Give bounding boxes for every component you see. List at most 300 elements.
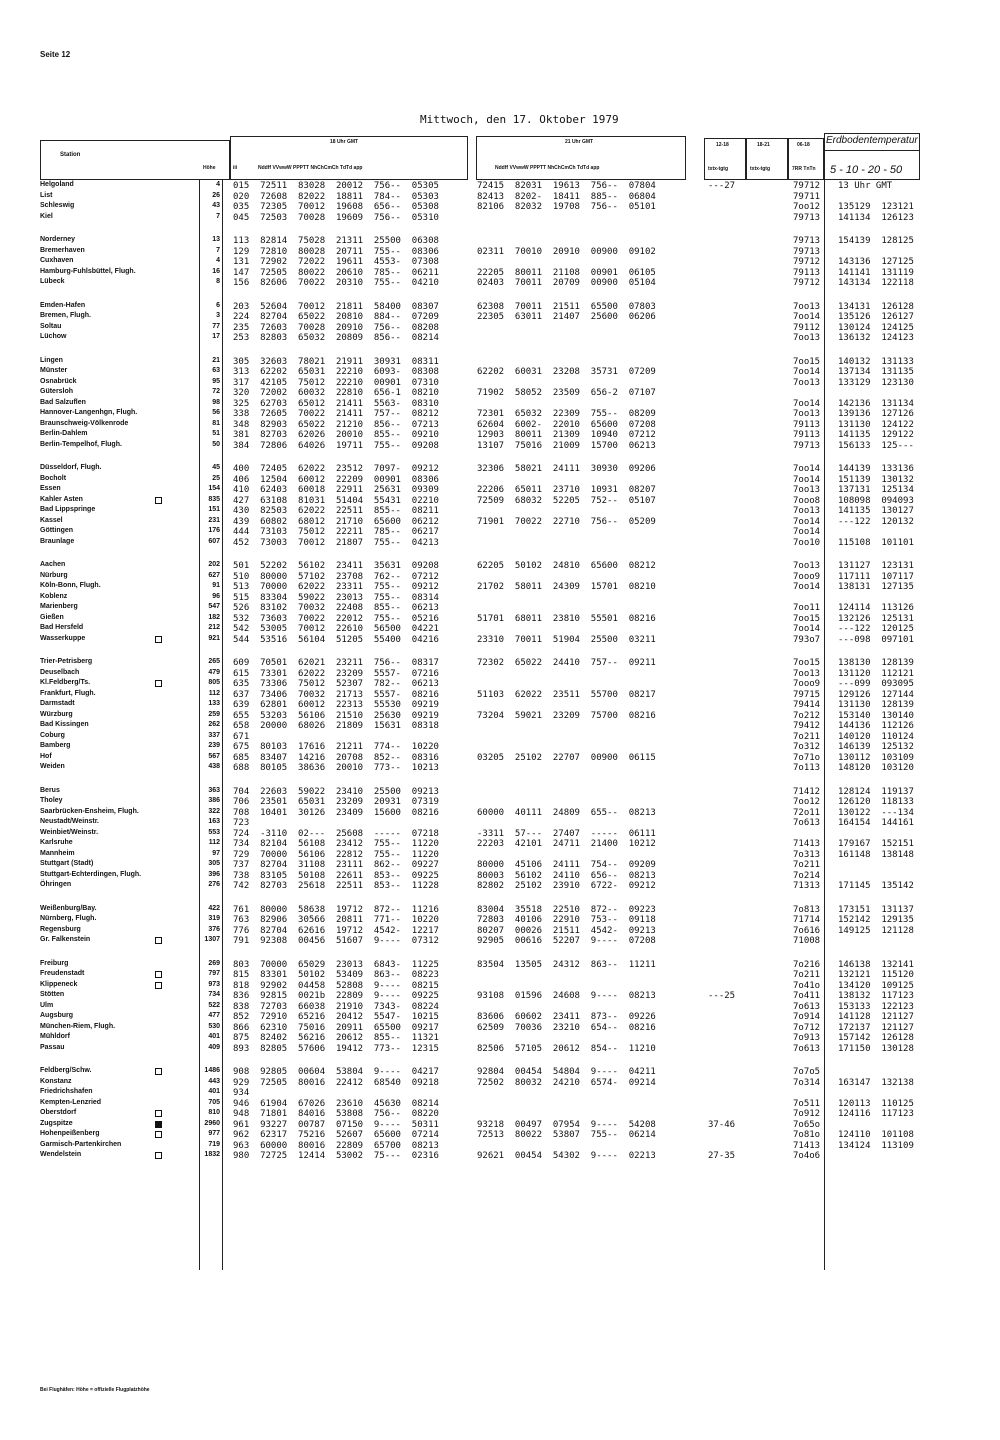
obs-18utc: 708 10401 30126 23409 15600 08216 (233, 807, 439, 818)
station-height: 276 (208, 881, 220, 888)
footnote: Bei Flughäfen: Höhe = offizielle Flugplatzhöhe (40, 1387, 150, 1393)
station-name: Wasserkuppe (40, 635, 208, 645)
station-height: 977 (208, 1130, 220, 1137)
soil-temps: 136132 124123 (838, 333, 914, 343)
station-name: Saarbrücken-Ensheim, Flugh. (40, 807, 139, 815)
soil-temps: 146138 132141 (838, 959, 914, 970)
obs-21utc: 62604 6002- 22010 65600 07208 (477, 419, 656, 430)
obs-21utc: 62205 50102 24810 65600 08212 (477, 561, 656, 571)
obs-18utc: 439 60802 68012 21710 65600 06212 (233, 516, 439, 527)
soil-temps: 129126 127144 (838, 689, 914, 700)
t21-columns: Nddff VVwwW PPPTT NhChCmCh TdTd app (495, 165, 600, 171)
station-height: 112 (208, 839, 220, 846)
station-name: List (40, 191, 53, 199)
obs-21utc: 80003 56102 24110 656-- 08213 (477, 870, 656, 881)
station-height: 16 (212, 267, 220, 275)
station-name: Konstanz (40, 1077, 72, 1085)
station-name: Nürburg (40, 571, 68, 579)
soil-temps: 131130 128139 (838, 700, 914, 710)
station-name: Münster (40, 367, 68, 374)
obs-18utc: 729 70000 56106 22812 755-- 11220 (233, 849, 439, 860)
soil-temps: 133129 123130 (838, 377, 914, 388)
station-name: Bad Hersfeld (40, 624, 84, 631)
station-name: Mannheim (40, 849, 75, 857)
station-name: Emden-Hafen (40, 301, 86, 309)
soil-temps: 144139 133136 (838, 464, 914, 474)
erdboden-divider (824, 150, 920, 151)
precip-min: 7o613 (793, 1001, 821, 1012)
precip-min: 79712 (793, 257, 821, 267)
obs-18utc: 637 73406 70032 21713 5557- 08216 (233, 689, 439, 700)
obs-18utc: 961 93227 00787 07150 9---- 50311 (233, 1119, 439, 1130)
soil-temps: 140120 110124 (838, 731, 914, 742)
station-height: 26 (212, 191, 220, 199)
station-height: 805 (208, 679, 220, 686)
obs-18utc: 427 63108 81031 51404 55431 02210 (233, 495, 439, 506)
precip-min: 79113 (793, 267, 821, 278)
station-name: München-Riem, Flugh. (40, 1022, 116, 1030)
precip-min: 7o411 (793, 991, 821, 1001)
precip-min: 79712 (793, 278, 821, 288)
obs-21utc: 12903 80011 21309 10940 07212 (477, 430, 656, 440)
temp-range: ---25 (708, 991, 736, 1001)
obs-21utc: 83504 13505 24312 863-- 11211 (477, 959, 656, 970)
station-height: 3 (216, 312, 220, 319)
station-height: 97 (212, 849, 220, 857)
obs-18utc: 384 72806 64026 19711 755-- 09208 (233, 440, 439, 451)
obs-18utc: 763 82906 30566 20811 771-- 10220 (233, 915, 439, 925)
precip-min: 7ooo9 (793, 679, 821, 689)
station-height: 239 (208, 742, 220, 749)
station-name: Braunschweig-Völkenrode (40, 419, 129, 427)
obs-21utc: 82802 25102 23910 6722- 09212 (477, 881, 656, 891)
precip-min: 7o913 (793, 1033, 821, 1043)
obs-18utc: 615 73301 62022 23209 5557- 07216 (233, 668, 439, 679)
soil-temps: 138132 117123 (838, 991, 914, 1001)
station-height: 319 (208, 915, 220, 922)
mountain-station-marker (155, 1121, 162, 1128)
soil-temps: 115108 101101 (838, 537, 914, 548)
soil-temps: 151139 130132 (838, 474, 914, 485)
precip-min: 7oo15 (793, 613, 821, 624)
obs-21utc: 72502 80032 24210 6574- 09214 (477, 1077, 656, 1088)
station-height: 1307 (204, 936, 220, 943)
station-height: 567 (208, 752, 220, 760)
obs-18utc: 444 73103 75012 22211 785-- 06217 (233, 527, 439, 537)
precip-min: 71008 (793, 936, 821, 946)
station-name: Lüchow (40, 333, 67, 340)
precip-min: 7oo14 (793, 527, 821, 537)
obs-18utc: 235 72603 70028 20910 756-- 08208 (233, 322, 439, 333)
station-name: Lübeck (40, 278, 65, 285)
obs-18utc: 929 72505 80016 22412 68540 09218 (233, 1077, 439, 1088)
precip-min: 71412 (793, 786, 821, 797)
station-name: Bamberg (40, 742, 71, 749)
obs-18utc: 035 72305 70012 19608 656-- 05308 (233, 202, 439, 212)
station-name: Gießen (40, 613, 64, 621)
precip-min: 7oo13 (793, 377, 821, 388)
station-name: Lingen (40, 356, 63, 364)
obs-21utc: 32306 58021 24111 30930 09206 (477, 464, 656, 474)
height-header: Höhe (203, 165, 216, 171)
obs-21utc: -3311 57--- 27407 ----- 06111 (477, 828, 656, 839)
soil-temps: 138131 127135 (838, 582, 914, 592)
precip-min: 79713 (793, 212, 821, 223)
obs-18utc: 020 72608 82022 18811 784-- 05303 (233, 191, 439, 202)
precip-min: 79715 (793, 689, 821, 700)
station-name: Gr. Falkenstein (40, 936, 208, 946)
station-name: Zugspitze (40, 1120, 208, 1130)
obs-18utc: 948 71801 84016 53808 756-- 08220 (233, 1109, 439, 1119)
obs-21utc: 60000 40111 24809 655-- 08213 (477, 807, 656, 818)
obs-18utc: 658 20000 68026 21809 15631 08318 (233, 721, 439, 731)
station-name: Deuselbach (40, 668, 80, 676)
soil-temps: 144136 112126 (838, 721, 914, 731)
obs-18utc: 406 12504 60012 22209 00901 08306 (233, 474, 439, 485)
station-name: Soltau (40, 322, 62, 330)
station-header-box (40, 140, 230, 180)
obs-18utc: 761 80000 58638 19712 872-- 11216 (233, 904, 439, 915)
soil-temps: 134131 126128 (838, 301, 914, 312)
precip-min: 7ooo9 (793, 571, 821, 582)
station-name: Braunlage (40, 537, 75, 545)
station-height: 734 (208, 991, 220, 998)
obs-21utc: 93218 00497 07954 9---- 54208 (477, 1119, 656, 1130)
obs-18utc: 544 53516 56104 51205 55400 04216 (233, 634, 439, 645)
station-height: 553 (208, 828, 220, 836)
station-name: Berlin-Dahlem (40, 430, 88, 437)
station-height: 376 (208, 925, 220, 933)
obs-18utc: 381 82703 62026 20010 855-- 09210 (233, 430, 439, 440)
obs-18utc: 908 92805 00604 53804 9---- 04217 (233, 1067, 439, 1077)
obs-18utc: 776 82704 62616 19712 4542- 12217 (233, 925, 439, 936)
obs-21utc: 83606 60602 23411 873-- 09226 (477, 1012, 656, 1022)
soil-temps: 124114 113126 (838, 603, 914, 613)
obs-18utc: 893 82805 57606 19412 773-- 12315 (233, 1043, 439, 1054)
obs-18utc: 963 60000 80016 22809 65700 08213 (233, 1140, 439, 1151)
obs-21utc: 23310 70011 51904 25500 03211 (477, 634, 656, 645)
soil-temps: 163147 132138 (838, 1077, 914, 1088)
soil-temps: 124110 101108 (838, 1130, 914, 1140)
station-height: 154 (208, 485, 220, 492)
obs-18utc: 704 22603 59022 23410 25500 09213 (233, 786, 439, 797)
mountain-station-marker (155, 971, 162, 978)
t18-columns: Nddff VVwwW PPPTT NhChCmCh TdTd app (258, 165, 363, 171)
station-height: 25 (212, 474, 220, 482)
c1821-sub: txtx-tgtg (750, 166, 770, 172)
obs-18utc: 980 72725 12414 53002 75--- 02316 (233, 1151, 439, 1161)
station-height: 6 (216, 301, 220, 309)
obs-21utc: 72415 82031 19613 756-- 07804 (477, 181, 656, 191)
station-name: Augsburg (40, 1012, 74, 1019)
station-height: 973 (208, 980, 220, 988)
station-height: 797 (208, 970, 220, 977)
station-name: Mühldorf (40, 1033, 70, 1040)
precip-min: 793o7 (793, 634, 821, 645)
station-name: Bad Lippspringe (40, 506, 96, 513)
station-name: Berlin-Tempelhof, Flugh. (40, 440, 122, 448)
soil-temps: 152142 129135 (838, 915, 914, 925)
obs-18utc: 501 52202 56102 23411 35631 09208 (233, 561, 439, 571)
obs-18utc: 734 82104 56108 23412 755-- 11220 (233, 839, 439, 849)
precip-min: 7o212 (793, 710, 821, 721)
obs-21utc: 72302 65022 24410 757-- 09211 (477, 658, 656, 668)
obs-18utc: 513 70000 62022 23311 755-- 09212 (233, 582, 439, 592)
mountain-station-marker (155, 1131, 162, 1138)
station-name: Wendelstein (40, 1151, 208, 1161)
precip-min: 7oo13 (793, 506, 821, 516)
soil-temps: ---099 093095 (838, 679, 914, 689)
soil-temps: 148120 103120 (838, 763, 914, 773)
soil-temps: ---122 120125 (838, 624, 914, 634)
station-height: 265 (208, 658, 220, 665)
station-height: 386 (208, 797, 220, 804)
mountain-station-marker (155, 1068, 162, 1075)
soil-temps: 141134 126123 (838, 212, 914, 223)
mountain-station-marker (155, 1152, 162, 1159)
obs-18utc: 325 62703 65012 21411 5563- 08310 (233, 398, 439, 409)
station-height: 112 (208, 689, 220, 697)
station-name: Hannover-Langenhgn, Flugh. (40, 409, 138, 416)
station-name: Freudenstadt (40, 970, 208, 980)
station-height: 133 (208, 700, 220, 707)
obs-21utc: 72513 80022 53807 755-- 06214 (477, 1130, 656, 1140)
station-name: Hohenpeißenberg (40, 1130, 208, 1140)
precip-min: 7oo15 (793, 658, 821, 668)
temp-range: 37-46 (708, 1119, 736, 1130)
station-name: Bad Salzuflen (40, 398, 86, 406)
obs-18utc: 348 82903 65022 21210 856-- 07213 (233, 419, 439, 430)
soil-temps: 142136 131134 (838, 398, 914, 409)
soil-temps: 153133 122123 (838, 1001, 914, 1012)
rule-height-right (222, 180, 223, 1270)
precip-min: 7o712 (793, 1022, 821, 1033)
station-name: Würzburg (40, 710, 73, 718)
station-name: Bocholt (40, 474, 67, 482)
precip-min: 79412 (793, 721, 821, 731)
station-name: Bad Kissingen (40, 721, 89, 728)
precip-min: 7oo14 (793, 367, 821, 377)
soil-temps: 134120 109125 (838, 980, 914, 991)
station-name: Berus (40, 786, 60, 794)
soil-temps: 161148 138148 (838, 849, 914, 860)
obs-18utc: 688 80105 38636 20010 773-- 10213 (233, 763, 439, 773)
erdboden-title: Erdbodentemperatur (826, 135, 918, 146)
soil-temps: 157142 126128 (838, 1033, 914, 1043)
soil-temps: 141135 130127 (838, 506, 914, 516)
station-height: 4 (216, 181, 220, 188)
station-name: Norderney (40, 236, 76, 243)
precip-min: 7o314 (793, 1077, 821, 1088)
c1218-sub: txtx-tgtg (708, 166, 728, 172)
soil-temps: 132121 115120 (838, 970, 914, 980)
station-name: Düsseldorf, Flugh. (40, 464, 102, 471)
obs-18utc: 706 23501 65031 23209 20931 07319 (233, 797, 439, 807)
obs-21utc: 80207 00026 21511 4542- 09213 (477, 925, 656, 936)
station-height: 337 (208, 731, 220, 739)
station-name: Aachen (40, 561, 66, 568)
station-height: 63 (212, 367, 220, 374)
t21-title: 21 Uhr GMT (565, 139, 594, 145)
precip-min: 7oo10 (793, 537, 821, 548)
obs-21utc: 72803 40106 22910 753-- 09118 (477, 915, 656, 925)
soil-temps: 124116 117123 (838, 1109, 914, 1119)
obs-21utc: 72509 68032 52205 752-- 05107 (477, 495, 656, 506)
station-height: 1486 (204, 1067, 220, 1074)
obs-21utc: 71902 58052 23509 656-2 07107 (477, 388, 656, 398)
station-height: 438 (208, 763, 220, 770)
precip-min: 7o4o6 (793, 1151, 821, 1161)
soil-temps: 130112 103109 (838, 752, 914, 763)
precip-min: 7o313 (793, 849, 821, 860)
obs-18utc: 818 92902 04458 52808 9---- 08215 (233, 980, 439, 991)
station-height: 98 (212, 398, 220, 406)
station-height: 479 (208, 668, 220, 676)
precip-min: 7o41o (793, 980, 821, 991)
precip-min: 7o613 (793, 1043, 821, 1054)
obs-18utc: 803 70000 65029 23013 6843- 11225 (233, 959, 439, 970)
station-name: Osnabrück (40, 377, 77, 385)
precip-min: 7oo14 (793, 582, 821, 592)
precip-min: 7oo13 (793, 409, 821, 419)
station-height: 363 (208, 786, 220, 794)
iii-header: iii (233, 165, 238, 171)
precip-min: 7oo13 (793, 668, 821, 679)
obs-21utc: 80000 45106 24111 754-- 09209 (477, 860, 656, 870)
station-name: Regensburg (40, 925, 81, 933)
obs-18utc: 317 42105 75012 22210 00901 07310 (233, 377, 439, 388)
station-name: Friedrichshafen (40, 1088, 93, 1095)
precip-min: 7oo13 (793, 333, 821, 343)
precip-min: 7oo14 (793, 398, 821, 409)
obs-21utc: 93108 01596 24608 9---- 08213 (477, 991, 656, 1001)
station-name: Hamburg-Fuhlsbüttel, Flugh. (40, 267, 136, 275)
obs-18utc: 430 82503 62022 22511 855-- 08211 (233, 506, 439, 516)
soil-temps: 13 Uhr GMT (838, 181, 893, 191)
station-name: Kahler Asten (40, 496, 208, 506)
erdboden-depths: 5 - 10 - 20 - 50 (830, 164, 903, 176)
precip-min: 7oo14 (793, 312, 821, 322)
obs-21utc: 21702 58011 24309 15701 08210 (477, 582, 656, 592)
obs-18utc: 147 72505 80022 20610 785-- 06211 (233, 267, 439, 278)
page-number: Seite 12 (40, 50, 71, 59)
soil-temps: 140132 131133 (838, 356, 914, 367)
precip-min: 7oo14 (793, 474, 821, 485)
obs-18utc: 045 72503 70028 19609 756-- 05310 (233, 212, 439, 223)
obs-18utc: 452 73003 70012 21807 755-- 04213 (233, 537, 439, 548)
soil-temps: 134124 113109 (838, 1140, 914, 1151)
mountain-station-marker (155, 497, 162, 504)
station-name: Kiel (40, 212, 53, 220)
mountain-station-marker (155, 636, 162, 643)
precip-min: 7ooo8 (793, 495, 821, 506)
station-name: Karlsruhe (40, 839, 73, 846)
c1821-title: 18-21 (757, 142, 770, 148)
station-height: 182 (208, 613, 220, 621)
station-name: Coburg (40, 731, 65, 739)
precip-min: 7o613 (793, 818, 821, 828)
soil-temps: 128124 119137 (838, 786, 914, 797)
soil-temps: 138130 128139 (838, 658, 914, 668)
station-height: 705 (208, 1098, 220, 1106)
obs-18utc: 723 (233, 818, 250, 828)
station-height: 151 (208, 506, 220, 513)
precip-min: 7oo12 (793, 202, 821, 212)
station-height: 202 (208, 561, 220, 568)
obs-21utc: 51103 62022 23511 55700 08217 (477, 689, 656, 700)
station-height: 269 (208, 959, 220, 967)
station-height: 305 (208, 860, 220, 867)
precip-min: 7o211 (793, 860, 821, 870)
station-name: Bremerhaven (40, 246, 85, 254)
precip-min: 71413 (793, 1140, 821, 1151)
obs-18utc: 131 72902 72022 19611 4553- 07308 (233, 257, 439, 267)
obs-18utc: 671 (233, 731, 250, 742)
precip-min: 79414 (793, 700, 821, 710)
soil-temps: 135129 123121 (838, 202, 914, 212)
soil-temps: 131127 123131 (838, 561, 914, 571)
station-height: 96 (212, 592, 220, 600)
station-height: 522 (208, 1001, 220, 1009)
obs-18utc: 305 32603 78021 21911 30931 08311 (233, 356, 439, 367)
station-name: Hof (40, 752, 52, 760)
precip-min: 79713 (793, 246, 821, 257)
obs-18utc: 635 73306 75012 52307 782-- 06213 (233, 679, 439, 689)
precip-min: 7o7o5 (793, 1067, 821, 1077)
obs-18utc: 203 52604 70012 21811 58400 08307 (233, 301, 439, 312)
obs-21utc: 92804 00454 54804 9---- 04211 (477, 1067, 656, 1077)
obs-21utc: 92621 00454 54302 9---- 02213 (477, 1151, 656, 1161)
station-height: 322 (208, 807, 220, 815)
precip-min: 7o813 (793, 904, 821, 915)
rule-erdboden-left (824, 180, 825, 1270)
obs-18utc: 320 72002 60032 22810 656-1 08210 (233, 388, 439, 398)
precip-min: 79113 (793, 419, 821, 430)
obs-21utc: 62509 70036 23210 654-- 08216 (477, 1022, 656, 1033)
precip-min: 7o912 (793, 1109, 821, 1119)
obs-18utc: 791 92308 00456 51607 9---- 07312 (233, 936, 439, 946)
obs-18utc: 542 53005 70012 22610 56500 04221 (233, 624, 439, 634)
obs-21utc: 03205 25102 22707 00900 06115 (477, 752, 656, 763)
soil-temps: 117111 107117 (838, 571, 914, 582)
obs-18utc: 015 72511 83028 20012 756-- 05305 (233, 181, 439, 191)
station-height: 2960 (204, 1119, 220, 1127)
obs-18utc: 737 82704 31108 23111 862-- 09227 (233, 860, 439, 870)
station-height: 13 (212, 236, 220, 243)
temp-range: ---27 (708, 181, 736, 191)
c0618-title: 06-18 (797, 142, 810, 148)
precip-min: 7o81o (793, 1130, 821, 1140)
station-name: Öhringen (40, 881, 72, 888)
obs-18utc: 532 73603 70022 22012 755-- 05216 (233, 613, 439, 624)
precip-min: 7oo14 (793, 464, 821, 474)
station-height: 72 (212, 388, 220, 395)
station-name: Köln-Bonn, Flugh. (40, 582, 101, 589)
precip-min: 7oo13 (793, 301, 821, 312)
soil-temps: 149125 121128 (838, 925, 914, 936)
obs-18utc: 400 72405 62022 23512 7097- 09212 (233, 464, 439, 474)
soil-temps: 153140 130140 (838, 710, 914, 721)
precip-min: 7o511 (793, 1098, 821, 1109)
station-height: 547 (208, 603, 220, 610)
station-name: Oberstdorf (40, 1109, 208, 1119)
obs-18utc: 639 62801 60012 22313 55530 09219 (233, 700, 439, 710)
precip-min: 7o211 (793, 731, 821, 742)
obs-21utc: 73204 59021 23209 75700 08216 (477, 710, 656, 721)
soil-temps: 141141 131119 (838, 267, 914, 278)
station-height: 921 (208, 634, 220, 642)
obs-21utc: 82106 82032 19708 756-- 05101 (477, 202, 656, 212)
